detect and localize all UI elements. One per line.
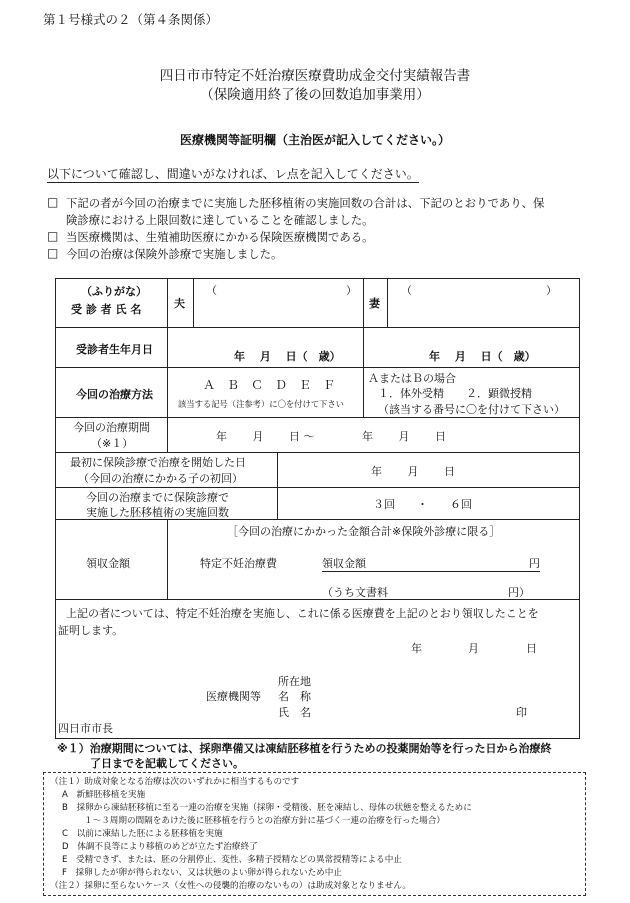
- period-label: 今回の治療期間: [73, 421, 150, 434]
- note-f: F 採卵したが卵が得られない、又は状態のよい卵が得られないため中止: [62, 868, 342, 878]
- note-a: A 新鮮胚移植を実施: [62, 790, 146, 800]
- certification-text-2: 証明します。: [58, 624, 124, 637]
- certification-table: [55, 278, 580, 739]
- check-item-1-line2: 険診療における上限回数に達していることを確認しました。: [66, 213, 374, 227]
- count-field[interactable]: ３回 ・ ６回: [373, 498, 472, 511]
- notes-box: [43, 772, 586, 896]
- section-title: 医療機関等証明欄（主治医が記入してください。）: [179, 133, 450, 147]
- facility-name-label: 名 称: [278, 690, 311, 703]
- cost-label: 特定不妊治療費: [200, 557, 277, 570]
- check-item-1-line1: 下記の者が今回の治療までに実施した胚移植術の実施回数の合計は、下記のとおりであり、保: [66, 196, 545, 210]
- patient-name-label: 受 診 者 氏 名: [71, 303, 142, 316]
- wife-label: 妻: [369, 297, 380, 310]
- page-title: 四日市市特定不妊治療医療費助成金交付実績報告書: [159, 68, 471, 84]
- amount-label: 領収金額: [86, 557, 130, 570]
- check-item-3: 今回の治療は保険外診療で実施しました。: [66, 247, 283, 261]
- period-note: （※１）: [91, 437, 134, 450]
- address-label: 所在地: [278, 675, 311, 688]
- checkbox-3[interactable]: □: [47, 246, 59, 260]
- note-d: D 体調不良等により移植のめどが立たず治療終了: [62, 842, 258, 852]
- wife-furigana-open: （: [401, 284, 412, 297]
- wife-birthdate-field[interactable]: 年 月 日（ 歳）: [429, 350, 536, 363]
- count-label-2: 実施した胚移植術の実施回数: [86, 506, 229, 519]
- footnote-line-1: ※１）治療期間については、採卵準備又は凍結胚移植を行うための投薬開始等を行った日から治療終: [57, 742, 552, 755]
- first-date-label-1: 最初に保険診療で治療を開始した日: [70, 456, 246, 469]
- note-c: C 以前に凍結した胚による胚移植を実施: [62, 829, 223, 839]
- amount-header: ［今回の治療にかかった金額合計※保険外診療に限る］: [227, 525, 501, 538]
- receipt-amount-field[interactable]: 領収金額 円: [322, 557, 540, 570]
- husband-furigana-open: （: [206, 284, 217, 297]
- ab-case-label: ＡまたはＢの場合: [368, 372, 456, 385]
- mayor-label: 四日市市長: [58, 722, 113, 735]
- method-letters[interactable]: Ａ Ｂ Ｃ Ｄ Ｅ Ｆ: [203, 378, 336, 392]
- wife-furigana-close: ）: [546, 284, 557, 297]
- instruction-text: 以下について確認し、間違いがなければ、レ点を記入してください。: [47, 167, 419, 181]
- footnote-line-2: 了日までを記載してください。: [90, 757, 244, 770]
- check-item-2: 当医療機関は、生殖補助医療にかかる保険医療機関である。: [66, 230, 374, 244]
- husband-birthdate-field[interactable]: 年 月 日（ 歳）: [234, 350, 341, 363]
- method-note: 該当する記号（注参考）に〇を付けて下さい: [178, 399, 344, 409]
- husband-furigana-close: ）: [346, 284, 357, 297]
- seal-mark: 印: [516, 706, 527, 719]
- document-fee-field[interactable]: （うち文書料 円）: [322, 586, 530, 599]
- doctor-name-label: 氏 名: [278, 706, 311, 719]
- checkbox-1[interactable]: □: [47, 195, 59, 209]
- note-2: （注２）採卵に至らないケース（女性への侵襲的治療のないもの）は助成対象となりません。: [50, 881, 412, 891]
- ab-note: （該当する番号に〇を付けて下さい）: [378, 403, 565, 416]
- husband-label: 夫: [174, 297, 185, 310]
- facility-label: 医療機関等: [206, 690, 261, 703]
- note-b-cont: １～３周期の間隔をあけた後に胚移植を行うとの治療方針に基づく一連の治療を行った場合）: [84, 816, 445, 826]
- count-label-1: 今回の治療までに保険診療で: [86, 491, 229, 504]
- note-b: B 採卵から凍結胚移植に至る一連の治療を実施（採卵・受精後、胚を凍結し、母体の状態を整えるために: [62, 803, 472, 813]
- birthdate-label: 受診者生年月日: [76, 343, 153, 356]
- furigana-label: （ふりがな）: [81, 285, 147, 298]
- cert-month[interactable]: 月: [468, 642, 479, 655]
- period-field[interactable]: 年 月 日 ～ 年 月 日: [216, 430, 446, 443]
- note-header: （注１）助成対象となる治療は次のいずれかに相当するものです: [50, 777, 300, 787]
- first-date-label-2: （今回の治療にかかる子の初回）: [78, 472, 243, 485]
- page-subtitle: （保険適用終了後の回数追加事業用）: [200, 87, 430, 103]
- cert-year[interactable]: 年: [411, 642, 422, 655]
- cert-day[interactable]: 日: [526, 642, 537, 655]
- note-e: E 受精できず、または、胚の分割停止、変性、多精子授精などの異常授精等による中止: [62, 855, 402, 865]
- checkbox-2[interactable]: □: [47, 229, 59, 243]
- ab-options[interactable]: １．体外受精 ２．顕微授精: [378, 387, 532, 400]
- method-label: 今回の治療方法: [76, 388, 153, 401]
- first-date-field[interactable]: 年 月 日: [371, 465, 455, 478]
- form-number: 第１号様式の２（第４条関係）: [43, 12, 219, 27]
- certification-text-1: 上記の者については、特定不妊治療を実施し、これに係る医療費を上記のとおり領収したことを: [66, 607, 539, 620]
